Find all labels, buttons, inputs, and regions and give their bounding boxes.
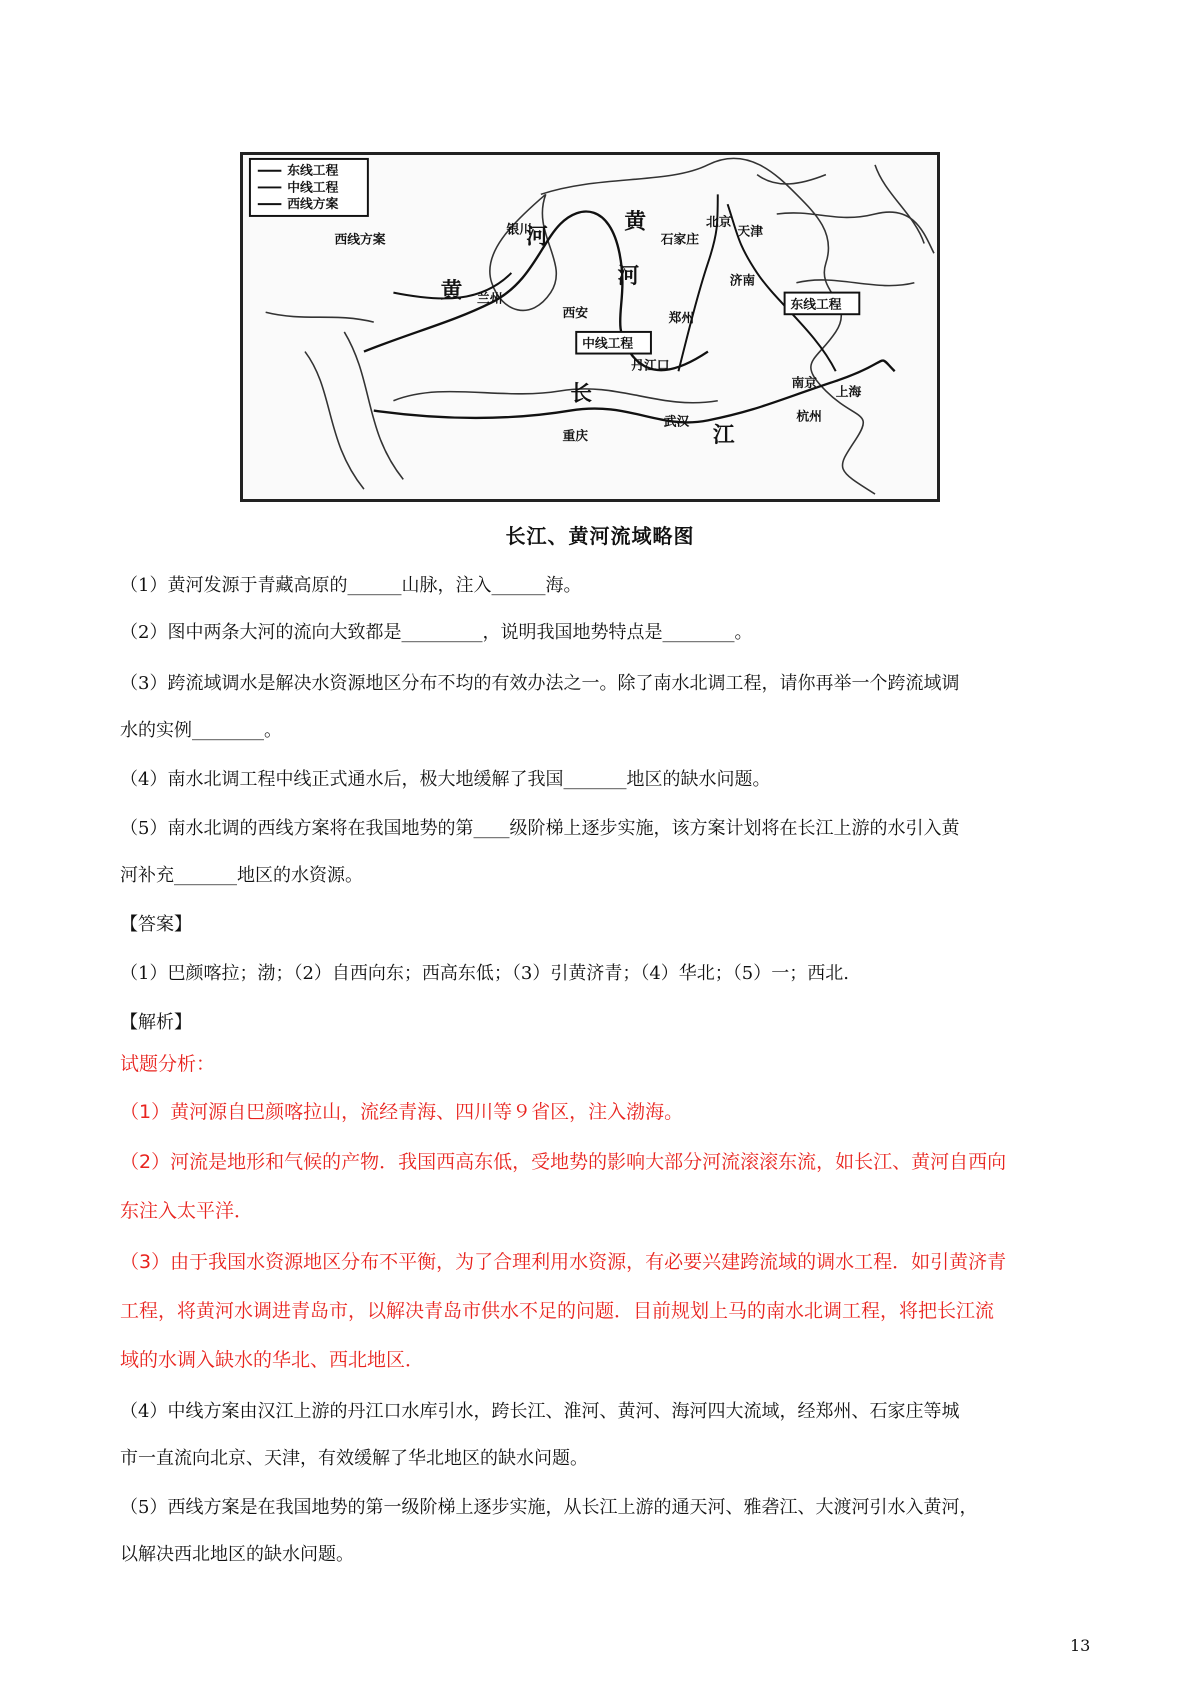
question-3-line-2: 水的实例________。	[120, 720, 282, 741]
middle-route-box-label: 中线工程	[582, 336, 634, 352]
analysis-3-line-3: 域的水调入缺水的华北、西北地区．	[120, 1349, 425, 1371]
label-he-right: 河	[617, 263, 640, 289]
city-yinchuan: 银川	[506, 222, 533, 238]
analysis-heading: 【解析】	[120, 1012, 192, 1033]
east-route-box-label: 东线工程	[790, 297, 842, 313]
city-danjiangkou: 丹江口	[631, 358, 670, 374]
city-shanghai: 上海	[835, 384, 862, 400]
analysis-4-line-2: 市一直流向北京、天津，有效缓解了华北地区的缺水问题。	[120, 1448, 588, 1469]
city-chongqing: 重庆	[562, 429, 589, 445]
city-xian: 西安	[562, 306, 589, 322]
question-4: （4）南水北调工程中线正式通水后，极大地缓解了我国_______地区的缺水问题。	[120, 769, 771, 790]
label-he-left: 河	[526, 224, 548, 250]
map-legend	[250, 159, 368, 216]
analysis-3-line-1: （3）由于我国水资源地区分布不平衡，为了合理利用水资源，有必要兴建跨流域的调水工程．如引黄济青	[120, 1251, 1007, 1273]
label-huang-left: 黄	[440, 278, 463, 304]
label-west-route: 西线方案	[334, 232, 386, 248]
question-2: （2）图中两条大河的流向大致都是_________，说明我国地势特点是________。	[120, 622, 753, 643]
label-jiang: 江	[712, 422, 735, 448]
analysis-1: （1）黄河源自巴颜喀拉山，流经青海、四川等９省区，注入渤海。	[120, 1101, 684, 1123]
question-3-line-1: （3）跨流域调水是解决水资源地区分布不均的有效办法之一。除了南水北调工程，请你再举一个跨流域调	[120, 673, 960, 694]
page-number: 13	[1070, 1636, 1091, 1655]
answer-heading: 【答案】	[120, 914, 192, 935]
analysis-5-line-2: 以解决西北地区的缺水问题。	[120, 1544, 354, 1565]
question-5-line-2: 河补充_______地区的水资源。	[120, 865, 363, 886]
city-wuhan: 武汉	[663, 414, 690, 430]
analysis-2-line-1: （2）河流是地形和气候的产物．我国西高东低，受地势的影响大部分河流滚滚东流，如长江、黄河自西向	[120, 1151, 1007, 1173]
legend-west-route: 西线方案	[287, 197, 339, 213]
question-5-line-1: （5）南水北调的西线方案将在我国地势的第____级阶梯上逐步实施，该方案计划将在长江上游的水引入黄	[120, 818, 960, 839]
analysis-4-line-1: （4）中线方案由汉江上游的丹江口水库引水，跨长江、淮河、黄河、海河四大流域，经郑州、石家庄等城	[120, 1401, 960, 1422]
legend-east-route: 东线工程	[287, 163, 339, 179]
analysis-3-line-2: 工程，将黄河水调进青岛市，以解决青岛市供水不足的问题．目前规划上马的南水北调工程，将把长江流	[120, 1300, 995, 1322]
legend-middle-route: 中线工程	[287, 180, 339, 196]
city-lanzhou: 兰州	[476, 291, 503, 307]
river-basin-map	[240, 152, 940, 502]
label-chang: 长	[570, 381, 592, 407]
city-shijiazhuang: 石家庄	[660, 232, 700, 248]
figure-caption: 长江、黄河流域略图	[505, 524, 695, 548]
city-tianjin: 天津	[737, 224, 763, 240]
city-jinan: 济南	[729, 273, 756, 289]
question-1: （1）黄河发源于青藏高原的______山脉，注入______海。	[120, 575, 582, 596]
city-beijing: 北京	[705, 214, 732, 230]
city-zhengzhou: 郑州	[668, 311, 695, 327]
city-nanjing: 南京	[791, 375, 818, 391]
analysis-2-line-2: 东注入太平洋．	[120, 1200, 254, 1222]
analysis-5-line-1: （5）西线方案是在我国地势的第一级阶梯上逐步实施，从长江上游的通天河、雅砻江、大渡河引水入黄河，	[120, 1497, 978, 1518]
analysis-intro: 试题分析：	[120, 1053, 216, 1075]
answer-text: （1）巴颜喀拉；渤；（2）自西向东；西高东低；（3）引黄济青；（4）华北；（5）一；西北.	[120, 963, 849, 984]
label-huang-right: 黄	[624, 209, 647, 235]
city-hangzhou: 杭州	[796, 409, 822, 425]
